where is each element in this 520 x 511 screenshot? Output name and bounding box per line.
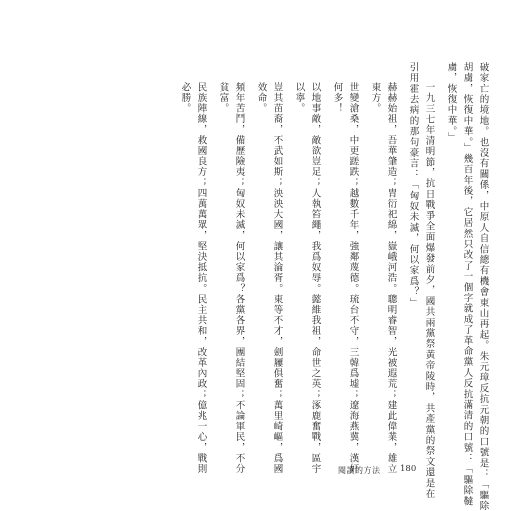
quote-column-4: 何多！ [331,82,343,114]
quote-column-9: 頻年苦鬥，備歷險夷；匈奴未滅，何以家爲？各黨各界，團結堅固；不論軍民，不分 [233,82,245,475]
text-column-1: 破家亡的境地。也沒有關係，中原人自信總有機會東山再起。朱元璋反抗元朝的口號是：「驅除 [477,62,489,511]
quote-column-5: 以地事敵，敵欲豈足；人執笞繩，我爲奴辱。懿維我祖，命世之英；涿鹿奮戰，區宇 [309,82,321,475]
quote-column-12: 必勝。 [179,82,191,114]
quote-column-2: 東方。 [369,82,381,114]
quote-column-7: 豈其苗裔，不武如斯；泱泱大國，讓其淪胥。東等不才，劍屨俱奮；萬里崎嶇，爲國 [271,82,283,475]
quote-column-10: 貧富。 [217,82,229,114]
text-column-5: 引用霍去病的那句豪言：「匈奴未滅，何以家爲？」 [407,62,419,309]
text-column-4: 一九三七年清明節，抗日戰爭全面爆發前夕，國共兩黨祭黃帝陵時，共產黨的祭文還是在 [423,82,435,500]
quote-column-8: 效命。 [255,82,267,114]
text-column-3: 虜，恢復中華。」 [445,62,457,143]
text-column-2: 胡虜，恢復中華。」幾百年後，它居然只改了一個字就成了革命黨人反抗滿清的口號：「驅除韃 [461,62,473,507]
quote-column-1: 赫赫始祖，吾華肇造；胄衍祀綿，嶽峨河浩。聰明睿智，光被遐荒；建此偉業，雄立 [385,82,397,475]
page-number: 180 [400,464,417,474]
running-title: 閱讀的方法 [338,466,381,475]
quote-column-3: 世變滄桑，中更蹉跌；越數千年，強鄰蔑德。琉台不守，三韓爲墟；遼海燕冀，漢奸 [347,82,359,475]
quote-column-6: 以寧。 [293,82,305,114]
quote-column-11: 民族陣線，救國良方；四萬萬眾，堅決抵抗。民主共和，改革內政；億兆一心，戰則 [195,82,207,475]
